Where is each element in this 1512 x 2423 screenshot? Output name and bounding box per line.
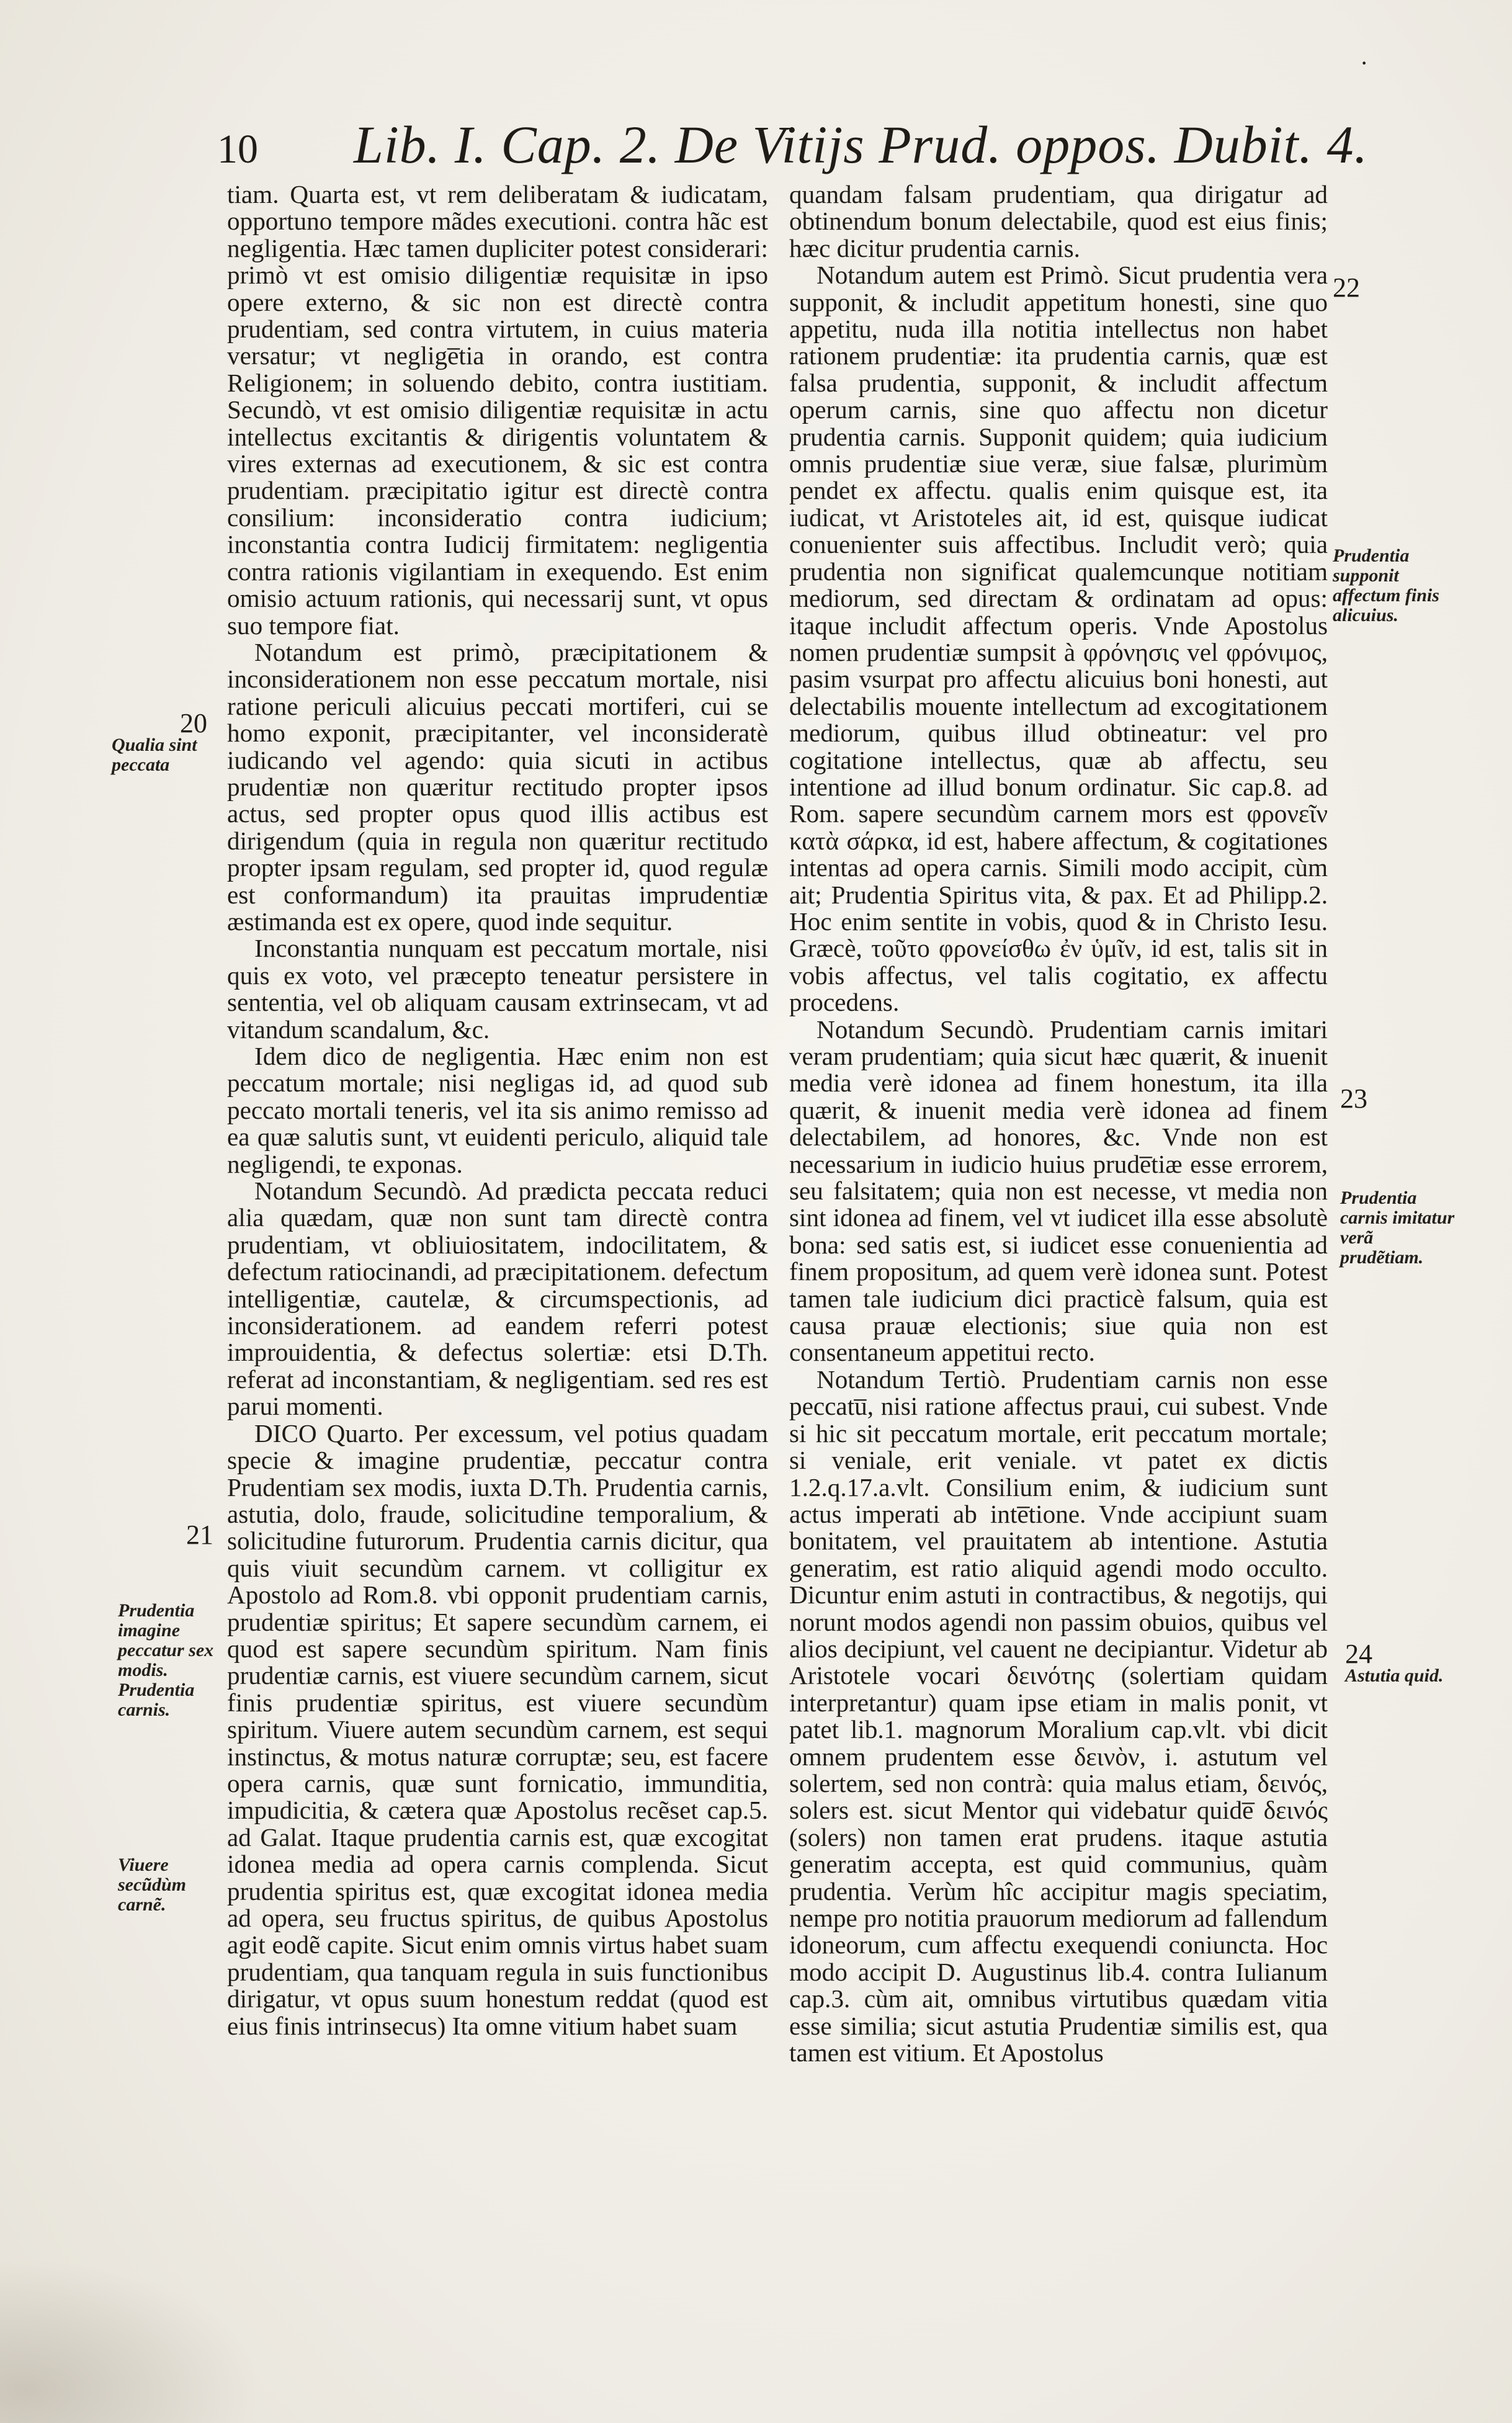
- margin-number-22: 22: [1333, 272, 1360, 303]
- margin-number-24: 24: [1345, 1639, 1372, 1669]
- paragraph: Idem dico de negligentia. Hæc enim non est peccatum mortale; nisi negligas id, ad quod sub peccato mortali teneris, vel ita sis animo remisso ad ea quæ salutis sunt, vt euidenti periculo, aliquid tale negligendi, te exponas.: [227, 1042, 768, 1178]
- corner-mark: ·: [1360, 49, 1369, 77]
- margin-note-prudentia-carnis-imitatur: Prudentia carnis imitatur verã prudẽtiam.: [1340, 1188, 1455, 1268]
- margin-note-prudentia-imagine: Prudentia imagine peccatur sex modis. Prudentia carnis.: [118, 1600, 214, 1720]
- paragraph: Notandum Secundò. Prudentiam carnis imitari veram prudentiam; quia sicut hæc quærit, & inuenit media verè idonea ad finem honestum, ita illa quærit, & inuenit media verè idonea ad finem delectabilem, ad honores, &c. Vnde non est necessarium in iudicio huius prude̅tiæ esse errorem, seu falsitatem; quia non est necesse, vt media non sint idonea ad finem, vel vt iudicet illa esse absolutè bona: sed satis est, si iudicet esse conuenientia ad finem propositum, ad quem verè idonea sunt. Potest tamen tale iudicium dici practicè falsum, quia est causa prauæ electionis; siue quia non est consentaneum appetitui recto.: [789, 1014, 1328, 1367]
- paragraph: DICO Quarto. Per excessum, vel potius quadam specie & imagine prudentiæ, peccatur contra Prudentiam sex modis, iuxta D.Th. Prudentia carnis, astutia, dolo, fraude, solicitudine temporalium, & solicitudine futurorum. Prudentia carnis dicitur, qua quis viuit secundùm carnem. vt colligitur ex Apostolo ad Rom.8. vbi opponit prudentiam carnis, prudentiæ spiritus; Et sapere secundùm carnem, ei quod est sapere secundùm spiritum. Nam finis prudentiæ carnis, est viuere secundùm carnem, sicut finis prudentiæ spiritus, est viuere secundùm spiritum. Viuere autem secundùm carnem, est sequi instinctus, & motus naturæ corruptæ; seu, est facere opera carnis, quæ sunt fornicatio, immunditia, impudicitia, & cætera quæ Apostolus recẽset cap.5. ad Galat. Itaque prudentia carnis est, quæ excogitat idonea media ad opera carnis complenda. Sicut prudentia spiritus est, quæ excogitat idonea media ad opera, seu fructus spiritus, de quibus Apostolus agit eodẽ capite. Sicut enim omnis virtus habet suam prudentiam, qua tanquam regula in suis functionibus dirigatur, vt opus suum honestum reddat (quod est eius finis intrinsecus) Ita omne vitium habet suam: [227, 1418, 768, 2040]
- paragraph: Notandum est primò, præcipitationem & inconsiderationem non esse peccatum mortale, nisi ratione periculi alicuius peccati mortiferi, cui se homo exponit, præcipitanter, vel inconsideratè iudicando vel agendo: quia sicuti in actibus prudentiæ non quæritur rectitudo propter ipsos actus, sed propter opus quod illis actibus est dirigendum (quia in regula non quæritur rectitudo propter ipsam regulam, sed propter id, quod regulæ est conformandum) ita prauitas imprudentiæ æstimanda est ex opere, quod inde sequitur.: [227, 637, 768, 936]
- margin-note-qualia: Qualia sint peccata: [112, 735, 197, 775]
- paragraph: Notandum autem est Primò. Sicut prudentia vera supponit, & includit appetitum honesti, sine quo appetitu, nuda illa notitia intellectus non habet rationem prudentiæ: ita prudentia carnis, quæ est falsa prudentia, supponit, & includit affectum operum carnis, sine quo affectu non dicetur prudentia carnis. Supponit quidem; quia iudicium omnis prudentiæ siue veræ, siue falsæ, plurimùm pendet ex affectu. qualis enim quisque est, ita iudicat, vt Aristoteles ait, id est, quisque iudicat conuenienter suis affectibus. Includit verò; quia prudentia non significat qualemcunque notitiam mediorum, sed directam & ordinatam ad opus: itaque includit affectum operis. Vnde Apostolus nomen prudentiæ sumpsit à φρόνησις vel φρόνιμος, pasim vsurpat pro affectu alicuius boni honesti, aut delectabilis mouente intellectum ad excogitationem mediorum, quibus illud obtineatur: vel pro cogitatione intellectus, quæ ab affectu, seu intentione ad illud bonum ordinatur. Sic cap.8. ad Rom. sapere secundùm carnem mors est φρονεῖν κατὰ σάρκα, id est, habere affectum, & cogitationes intentas ad opera carnis. Simili modo accipit, cùm ait; Prudentia Spiritus vita, & pax. Et ad Philipp.2. Hoc enim sentite in vobis, quod & in Christo Iesu. Græcè, τοῦτο φρονείσθω ἐν ὑμῖν, id est, talis sit in vobis affectus, vel talis cogitatio, ex affectu procedens.: [789, 261, 1328, 1017]
- paragraph: Notandum Tertiò. Prudentiam carnis non esse peccatu̅, nisi ratione affectus praui, cui subest. Vnde si hic sit peccatum mortale, erit peccatum mortale; si veniale, erit veniale. vt patet ex dictis 1.2.q.17.a.vlt. Consilium enim, & iudicium sunt actus imperati ab inte̅tione. Vnde accipiunt suam bonitatem, vel prauitatem ab intentione. Astutia generatim, est ratio aliquid agendi modo occulto. Dicuntur enim astuti in contractibus, & negotijs, qui norunt modos agendi non passim obuios, quibus vel alios decipiunt, vel cauent ne decipiantur. Videtur ab Aristotele vocari δεινότης (solertiam quidam interpretantur) quam ipse etiam in malis ponit, vt patet lib.1. magnorum Moralium cap.vlt. vbi dicit omnem prudentem esse δεινὸν, i. astutum vel solertem, sed non contrà: quia malus etiam, δεινός, solers est. sicut Mentor qui videbatur quide̅ δεινός (solers) non tamen erat prudens. itaque astutia generatim accepta, est quid communius, quàm prudentia. Verùm hîc accipitur magis speciatim, nempe pro notitia prauorum mediorum ad fallendum idoneorum, cum affectu exequendi coniuncta. Hoc modo accipit D. Augustinus lib.4. contra Iulianum cap.3. cùm ait, omnibus virtutibus quædam vitia esse similia; sicut astutia Prudentiæ similis est, qua tamen est vitium. Et Apostolus: [789, 1364, 1328, 2067]
- margin-number-20: 20: [180, 708, 207, 738]
- paragraph: Notandum Secundò. Ad prædicta peccata reduci alia quædam, quæ non sunt tam directè contra prudentiam, vt obliuiositatem, indocilitatem, & defectum ratiocinandi, ad præcipitationem. defectum intelligentiæ, cautelæ, & circumspectionis, ad inconsiderationem. ad eandem referri potest improuidentia, & defectus solertiæ: etsi D.Th. referat ad inconstantiam, & negligentiam. sed res est parui momenti.: [227, 1176, 768, 1421]
- margin-number-23: 23: [1340, 1083, 1367, 1114]
- margin-note-astutia: Astutia quid.: [1345, 1665, 1444, 1686]
- margin-note-prudentia-supponit: Prudentia supponit affectum finis alicuius.: [1333, 545, 1439, 625]
- paragraph: Inconstantia nunquam est peccatum mortale, nisi quis ex voto, vel præcepto teneatur persistere in sententia, vel ob aliquam causam extrinsecam, vt ad vitandum scandalum, &c.: [227, 934, 768, 1044]
- right-text-column: [789, 181, 1328, 2066]
- paragraph: quandam falsam prudentiam, qua dirigatur ad obtinendum bonum delectabile, quod est eius finis; hæc dicitur prudentia carnis.: [789, 180, 1328, 262]
- page-number: 10: [217, 127, 258, 172]
- paragraph: tiam. Quarta est, vt rem deliberatam & iudicatam, opportuno tempore mãdes executioni. contra hãc est negligentia. Hæc tamen dupliciter potest considerari: primò vt est omisio diligentiæ requisitæ in ipso opere externo, & sic non est directè contra prudentiam, sed contra virtutem, in cuius materia versatur; vt neglige̅tia in orando, est contra Religionem; in soluendo debito, contra iustitiam. Secundò, vt est omisio diligentiæ requisitæ in actu intellectus excitantis & dirigentis voluntatem & vires externas ad executionem, & sic est contra prudentiam. præcipitatio igitur est directè contra consilium: inconsideratio contra iudicium; inconstantia contra Iudicij firmitatem: negligentia contra rationis vigilantiam in exequendo. Est enim omisio actuum rationis, qui necessarij sunt, vt opus suo tempore fiat.: [227, 180, 768, 640]
- left-text-column: [227, 181, 768, 2040]
- page-header: [217, 110, 1369, 179]
- paper-smudge: [0, 2259, 261, 2423]
- margin-note-viuere: Viuere secũdùm carnẽ.: [118, 1855, 187, 1915]
- margin-number-21: 21: [186, 1520, 213, 1550]
- running-title: Lib. I. Cap. 2. De Vitijs Prud. oppos. Dubit. 4.: [354, 115, 1369, 174]
